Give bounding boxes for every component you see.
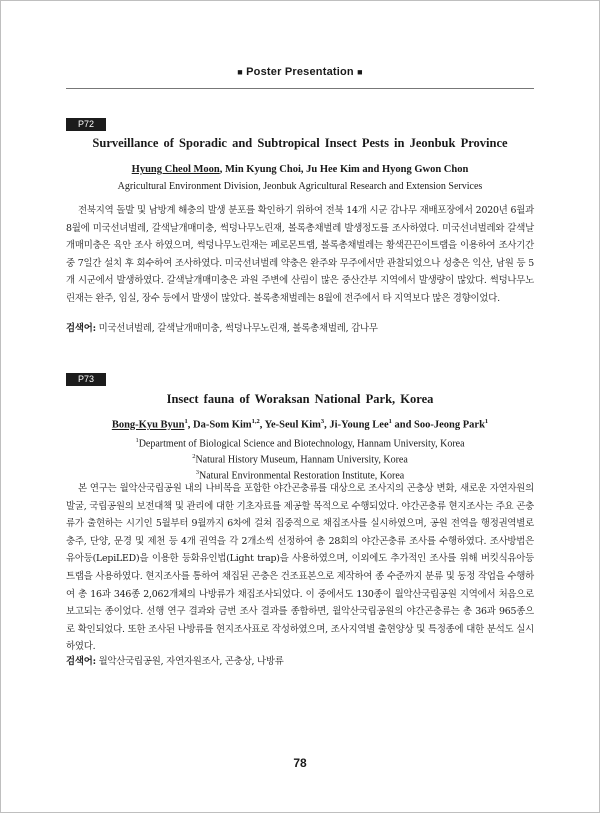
keywords-line	[66, 322, 534, 336]
presenter-name: Hyung Cheol Moon	[131, 164, 220, 175]
keywords-label: 검색어:	[66, 656, 96, 667]
affiliation: $^1$Department of Biological Science and Biotechnology, Hannam University, Korea	[135, 437, 465, 450]
author-sup: 1	[484, 418, 489, 425]
section-header	[0, 66, 600, 78]
author-line	[66, 164, 534, 175]
author-line	[66, 418, 534, 431]
affiliation: Agricultural Environment Division, Jeonbuk Agricultural Research and Extension Services	[117, 181, 483, 192]
abstract-text: 전북지역 돌발 및 남방계 해충의 발생 분포를 확인하기 위하여 전북 14개 시군 감나무 재배포장에서 2020년 6월과 8월에 미국선녀벌레, 갈색날개매미충, 썩덩나무노린재, 볼록총채벌레 발생정도를 조사하였다. 미국선녀벌레와 갈색날개매미충은 육안 조사 하였으며, 썩덩나무노린재는 페로몬트랩, 볼록총채벌레는 황색끈끈이트랩을 이용하여 조사기간 중 7일간 설치 후 회수하여 조사하였다. 미국선녀벌레 약충은 완주와 무주에서만 관찰되었으나 성충은 익산, 남원 등 5개 시군에서 발생하였다. 갈색날개매미충은 과원 주변에 산림이 많은 중산간부 지역에서 발생량이 많았다. 썩덩나무노린재는 완주, 임실, 장수 등에서 발생이 많았다. 볼록총채벌레는 8월에 전주에서 타 지역보다 많은 경향이었다.	[66, 205, 534, 304]
presenter-name: Bong-Kyu Byun	[111, 419, 185, 431]
header-square-left: ■	[237, 67, 243, 77]
author-sup: 1	[388, 418, 392, 425]
poster-title: Insect fauna of Woraksan National Park, Korea	[166, 392, 434, 406]
coauthors: , Min Kyung Choi, Ju Hee Kim and Hyong Gwon Chon	[219, 164, 469, 175]
author-sup: 1	[184, 418, 188, 425]
coauthor-name: , Da-Som Kim	[187, 419, 252, 431]
affiliation: $^2$Natural History Museum, Hannam University, Korea	[192, 452, 408, 466]
affiliation-block	[66, 435, 534, 482]
keywords-values: 월악산국립공원, 자연자원조사, 곤충상, 나방류	[95, 656, 284, 667]
keywords-label: 검색어:	[66, 323, 96, 334]
author-sup: 3	[320, 418, 325, 425]
affiliation: $^3$Natural Environmental Restoration Institute, Korea	[195, 468, 405, 481]
poster-id-badge: P73	[66, 373, 106, 386]
header-square-right: ■	[357, 67, 363, 77]
coauthor-name: and Soo-Jeong Park	[391, 419, 485, 431]
author-sup: 1,2	[251, 418, 260, 425]
keywords-line	[66, 655, 534, 669]
header-title: Poster Presentation	[246, 66, 354, 78]
page-number: 78	[293, 756, 307, 770]
poster-id-badge: P72	[66, 118, 106, 131]
header-divider	[66, 88, 534, 89]
coauthor-name: , Ji-Young Lee	[324, 419, 389, 431]
poster-title: Surveillance of Sporadic and Subtropical Insect Pests in Jeonbuk Province	[92, 136, 508, 150]
keywords-values: 미국선녀벌레, 갈색날개매미충, 썩덩나무노린재, 볼록총채벌레, 감나무	[95, 323, 378, 334]
coauthor-name: , Ye-Seul Kim	[259, 419, 321, 431]
abstract-text: 본 연구는 월악산국립공원 내의 나비목을 포함한 야간곤충류를 대상으로 조사지의 곤충상 변화, 새로운 자연자원의 발굴, 국립공원의 보전대책 및 관리에 대한 기초자료를 제공할 목적으로 수행되었다. 야간곤충류 현지조사는 주요 곤충류가 출현하는 시기인 5월부터 9월까지 6차에 걸쳐 집중적으로 채집조사를 실시하였으며, 공원 전역을 행정권역별로 충주, 단양, 문경 및 제천 등 4개 권역을 각 2개소씩 선정하여 총 28회의 야간곤충류 조사를 수행하였다. 조사방법은 유아등(LepiLED)을 이용한 등화유인법(Light trap)을 사용하였으며, 이외에도 추가적인 조사를 위해 버킷식유아등트랩을 사용하였다. 현지조사를 통하여 채집된 곤충은 건조표본으로 제작하여 종 수준까지 분류 및 동정 작업을 수행하여 총 16과 346종 2,062개체의 나방류가 채집조사되었다. 이 중에서도 130종이 월악산국립공원 지역에서 처음으로 보고되는 종이었다. 선행 연구 결과와 금번 조사 결과를 종합하면, 월악산국립공원의 야간곤충류는 총 36과 965종으로 확인되었다. 또한 조사된 나방류를 현지조사표로 작성하였으며, 조사지역별 출현양상 및 특정종에 대한 분석도 실시하였다.	[66, 483, 534, 653]
